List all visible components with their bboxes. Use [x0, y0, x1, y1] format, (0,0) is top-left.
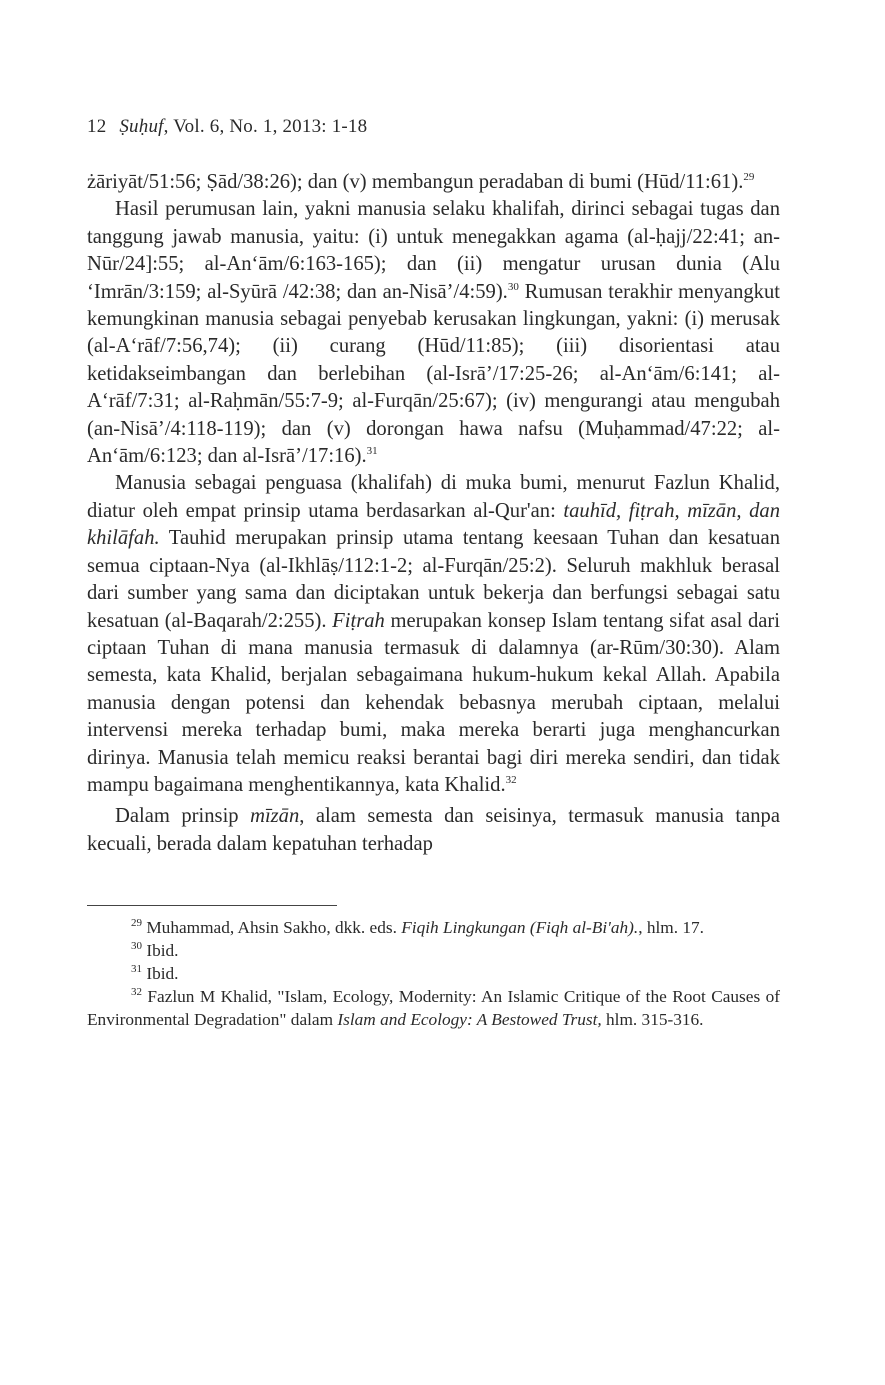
running-header: [87, 116, 780, 138]
paragraph-1: [87, 169, 780, 196]
italic-term: Fiṭrah: [332, 609, 385, 632]
paragraph-3: [87, 470, 780, 799]
italic-term: mīzān: [250, 805, 300, 828]
page-number: 12: [87, 116, 107, 137]
footnote-title: Fiqih Lingkungan (Fiqh al-Bi'ah).: [401, 918, 639, 938]
footnote-number: 32: [131, 986, 142, 999]
footnote-text: Muhammad, Ahsin Sakho, dkk. eds.: [142, 918, 402, 938]
italic-terms: tauhīd, fiṭrah, mīzān, dan khilāfah.: [87, 499, 781, 550]
footnote-text: Fazlun M Khalid, "Islam, Ecology, Modernity: An Islamic Critique of the Root Causes of Environmental Degradation" dalam: [87, 987, 780, 1030]
footnote-29: [87, 916, 780, 939]
footnote-text: Ibid.: [142, 964, 179, 984]
footnote-divider: [87, 905, 337, 906]
paragraph-text: merupakan konsep Islam tentang sifat asal dari ciptaan Tuhan di mana manusia termasuk di dalamnya (ar-Rūm/30:30). Alam semesta, kata Khalid, berjalan sebagaimana hukum-hukum kekal Allah. Apabila manusia dengan potensi dan kehendak bebasnya merubah ciptaan, melalui intervensi mereka terhadap bumi, maka mereka berarti juga menghancurkan dirinya. Manusia telah memicu reaksi berantai bagi diri mereka sendiri, dan tidak mampu bagaimana menghentikannya, kata Khalid.: [87, 609, 780, 796]
footnote-ref: 31: [366, 445, 378, 458]
footnote-32: [87, 985, 780, 1031]
footnote-text: Ibid.: [142, 941, 179, 961]
footnote-number: 29: [131, 917, 142, 930]
paragraph-text: Rumusan terakhir menyangkut kemungkinan manusia sebagai penyebab kerusakan lingkungan, yakni: (i) merusak (al-A‘rāf/7:56,74); (ii) curang (Hūd/11:85); (iii) disorientasi atau ketidakseimbangan dan berlebihan (al-Isrā’/17:25-26; al-An‘ām/6:141; al-A‘rāf/7:31; al-Raḥmān/55:7-9; al-Furqān/25:67); (iv) mengurangi atau mengubah (an-Nisā’/4:118-119); dan (v) dorongan hawa nafsu (Muḥammad/47:22; al-An‘ām/6:123; dan al-Isrā’/17:16).: [87, 280, 780, 468]
journal-volume: , Vol. 6, No. 1, 2013: 1-18: [163, 116, 368, 137]
paragraph-text: Manusia sebagai penguasa (khalifah) di muka bumi, menurut Fazlun Khalid, diatur oleh empat prinsip utama berdasarkan al-Qur'an:: [87, 472, 780, 522]
footnote-title: Islam and Ecology: A Bestowed Trust,: [337, 1010, 602, 1030]
footnote-30: [87, 939, 780, 962]
paragraph-2: [87, 196, 780, 470]
page: [87, 116, 780, 1031]
footnote-ref: 29: [743, 171, 755, 184]
footnote-number: 31: [131, 963, 142, 976]
footnote-ref: 30: [507, 280, 519, 293]
paragraph-text: Hasil perumusan lain, yakni manusia selaku khalifah, dirinci sebagai tugas dan tanggung jawab manusia, yaitu: (i) untuk menegakkan agama (al-ḥajj/22:41; an-Nūr/24]:55; al-An‘ām/6:163-165); dan (ii) mengatur urusan dunia (Alu ‘Imrān/3:159; al-Syūrā /42:38; dan an-Nisā’/4:59).: [87, 198, 780, 303]
footnote-ref: 32: [505, 774, 517, 787]
footnote-text: , hlm. 17.: [638, 918, 704, 938]
paragraph-text: Dalam prinsip: [115, 805, 251, 828]
footnotes: [87, 916, 780, 1031]
paragraph-4: [87, 803, 780, 858]
paragraph-text: Tauhid merupakan prinsip utama tentang keesaan Tuhan dan kesatuan semua ciptaan-Nya (al-Ikhlāṣ/112:1-2; al-Furqān/25:2). Seluruh makhluk berasal dari sumber yang sama dan diciptakan untuk bekerja dan berfungsi sebagai satu kesatuan (al-Baqarah/2:255).: [87, 527, 780, 632]
footnote-text: hlm. 315-316.: [601, 1010, 704, 1030]
paragraph-text: , alam semesta dan seisinya, termasuk manusia tanpa kecuali, berada dalam kepatuhan terhadap: [87, 805, 780, 855]
journal-title: Ṣuḥuf: [119, 116, 164, 137]
paragraph-text: żāriyāt/51:56; Ṣād/38:26); dan (v) membangun peradaban di bumi (Hūd/11:61).: [87, 171, 744, 193]
body-text: [87, 169, 780, 858]
footnote-number: 30: [131, 940, 142, 953]
footnote-31: [87, 962, 780, 985]
